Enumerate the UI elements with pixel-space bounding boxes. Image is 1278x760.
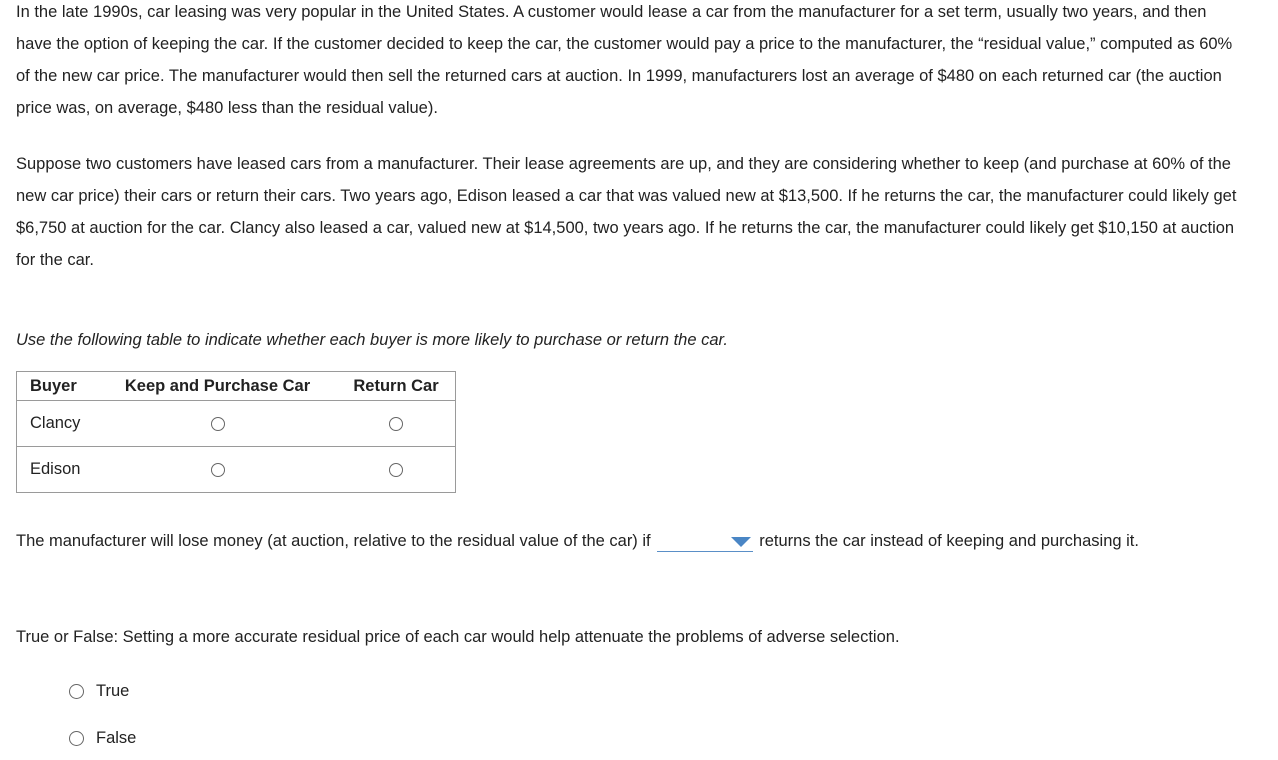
table-header-row [17, 372, 456, 401]
intro-paragraph-2: Suppose two customers have leased cars from a manufacturer. Their lease agreements are up, and they are considering whether to keep (and purchase at 60% of the new car price) their cars or return their cars. Two years ago, Edison leased a car that was valued new at $13,500. If he returns the car, the manufacturer could likely get $6,750 at auction for the car. Clancy also leased a car, valued new at $14,500, two years ago. If he returns the car, the manufacturer could likely get $10,150 at auction for the car. [16, 155, 1237, 269]
option-true[interactable] [69, 682, 129, 701]
radio-clancy-return[interactable] [389, 417, 403, 431]
radio-clancy-keep[interactable] [211, 417, 225, 431]
dropdown-question-prefix: The manufacturer will lose money (at auction, relative to the residual value of the car) if [16, 532, 651, 550]
buyer-name-clancy: Clancy [30, 414, 81, 432]
buyer-dropdown[interactable] [657, 531, 753, 552]
dropdown-arrow-icon[interactable] [731, 537, 751, 547]
option-true-label[interactable]: True [96, 682, 130, 700]
cell-edison-return [337, 447, 455, 493]
buyer-choice-table [16, 371, 456, 493]
cell-clancy-keep [98, 401, 337, 447]
true-false-question: True or False: Setting a more accurate residual price of each car would help attenuate the problems of adverse selection. [16, 628, 900, 646]
radio-false[interactable] [69, 731, 84, 746]
option-false[interactable] [69, 729, 136, 748]
header-return-car: Return Car [337, 372, 455, 401]
dropdown-question-suffix: returns the car instead of keeping and purchasing it. [759, 532, 1139, 550]
table-row-edison [17, 447, 456, 493]
radio-edison-keep[interactable] [211, 463, 225, 477]
radio-edison-return[interactable] [389, 463, 403, 477]
header-keep-and-purchase: Keep and Purchase Car [98, 372, 337, 401]
cell-edison-keep [98, 447, 337, 493]
table-row-clancy [17, 401, 456, 447]
dropdown-question [16, 525, 1241, 557]
header-buyer: Buyer [17, 372, 99, 401]
radio-true[interactable] [69, 684, 84, 699]
cell-clancy-return [337, 401, 455, 447]
option-false-label[interactable]: False [96, 729, 137, 747]
intro-paragraph-1: In the late 1990s, car leasing was very popular in the United States. A customer would lease a car from the manufacturer for a set term, usually two years, and then have the option of keeping the car. If the customer decided to keep the car, the customer would pay a price to the manufacturer, the “residual value,” computed as 60% of the new car price. The manufacturer would then sell the returned cars at auction. In 1999, manufacturers lost an average of $480 on each returned car (the auction price was, on average, $480 less than the residual value). [16, 3, 1233, 117]
buyer-name-edison: Edison [17, 447, 99, 493]
table-instruction: Use the following table to indicate whether each buyer is more likely to purchase or return the car. [16, 331, 729, 349]
